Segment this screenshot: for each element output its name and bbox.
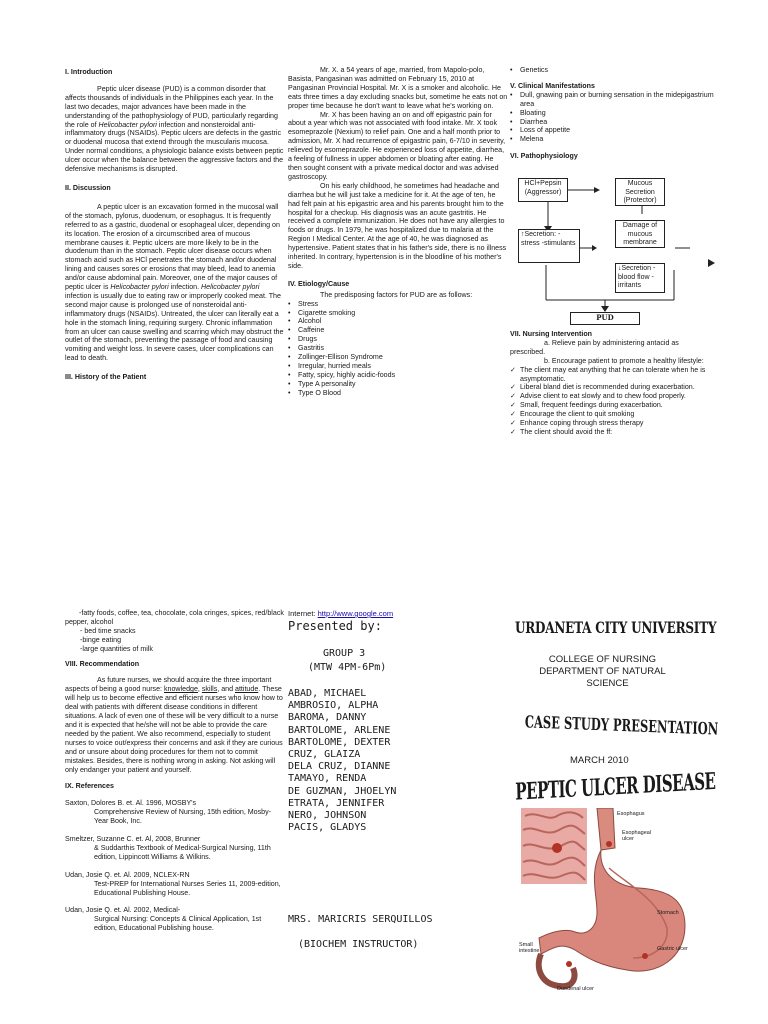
reference-continuation: Test-PREP for International Nurses Series 11, 2009-edition, Educational Publishing House. [94,879,281,897]
department-name: DEPARTMENT OF NATURAL [539,666,666,677]
reference-first-line: Saxton, Dolores B. et. Al. 1996, MOSBY's [65,799,197,808]
etiology-list [288,300,508,398]
intro-paragraph: Peptic ulcer disease (PUD) is a common disorder that affects thousands of individuals in the Philippines each year. In the last two decades, major advances have been made in the understanding of the pathophysiology of PUD, particularly regarding the role of Helicobacter pylori infection and nonsteroidal anti-inflammatory drugs (NSAIDs). Peptic ulcers are defects in the gastric or duodenal mucosa that extend through the muscularis mucosa. Under normal conditions, a physiologic balance exists between peptic ulcer occur when the balance between the aggressive factors and the defensive mechanisms is disrupted. [65,84,284,174]
list-item: • Melena [510,135,715,144]
damage-box: Damage of mucous membrane [615,220,665,248]
list-item: • Loss of appetite [510,126,715,135]
list-item: • Stress [288,300,508,309]
avoid-item: - bed time snacks [80,626,136,635]
etiology-heading: IV. Etiology/Cause [288,279,350,288]
member-name: BARTOLOME, ARLENE [288,724,391,736]
reference-continuation: Surgical Nursing: Concepts & Clinical Application, 1st edition, Educational Publishing house. [94,915,262,933]
member-name: BAROMA, DANNY [288,712,367,724]
members-list [288,688,503,834]
column-1-top [65,66,285,390]
label-stomach: Stomach [657,910,679,916]
reference-item [65,906,285,933]
avoid-item: -binge eating [80,635,122,644]
list-item: • Irregular, hurried meals [288,362,508,371]
list-item: ✓ Advise client to eat slowly and to chew food properly. [510,392,715,401]
pud-box: PUD [570,312,640,325]
reference-first-line: Udan, Josie Q. et. Al. 2009, NCLEX-RN [65,870,190,879]
member-name: DELA CRUZ, DIANNE [288,761,391,773]
column-2-bottom [288,609,503,950]
list-item: • Dull, gnawing pain or burning sensation in the midepigastrium area [510,91,715,109]
instructor-role: (BIOCHEM INSTRUCTOR) [298,939,419,951]
column-1-bottom [65,609,285,942]
recommendation-heading: VIII. Recommendation [65,659,140,668]
clinical-list [510,91,715,144]
discussion-heading: II. Discussion [65,183,111,192]
list-item: • Type O Blood [288,389,508,398]
stomach-drawing [517,808,703,1004]
reference-first-line: Udan, Josie Q. et. Al. 2002, Medical- [65,906,181,915]
column-2-top [288,66,508,398]
genetics-list [510,66,715,75]
member-name: CRUZ, GLAIZA [288,749,361,761]
member-name: NERO, JOHNSON [288,810,367,822]
list-item: ✓ The client should avoid the ff: [510,428,715,437]
list-item: • Type A personality [288,380,508,389]
internet-line: Internet: http://www.google.com [288,609,394,618]
avoid-item: -large quantities of milk [80,644,153,653]
list-item: ✓ Liberal bland diet is recommended during exacerbation. [510,383,715,392]
intro-heading: I. Introduction [65,68,113,76]
member-name: TAMAYO, RENDA [288,773,367,785]
internet-link[interactable]: http://www.google.com [317,609,394,618]
list-item: • Bloating [510,109,715,118]
member-name: BARTOLOME, DEXTER [288,736,391,748]
presentation-title: CASE STUDY PRESENTATION [524,711,719,740]
label-small-intestine: Small intestine [519,942,540,954]
column-3-top [510,66,715,169]
patho-heading: VI. Pathophysiology [510,152,578,161]
label-gastric-ulcer: Gastric ulcer [657,946,688,952]
secretion-up-box: ↑Secretion: -stress -stimulants [518,229,580,263]
history-paragraph-2: Mr. X has been having an on and off epigastric pain for about a year which was not associated with food intake. Mr. X took esomeprazole (Nexium) to relief pain. One and a half month prior to admission, Mr. X had recurrence of epigastric pain, 6-7/10 in severity, relieved by esomeprazole. He experienced loss of appetite, diarrhea, a feeling of fullness in upper abdomen or bloating after eating. He then sought consent with a private medical doctor and was advised gastroscopy. [288,110,506,181]
stomach-illustration [517,808,703,1004]
reference-first-line: Smeltzer, Suzanne C. et. Al, 2008, Brunner [65,835,201,844]
cover-panel [515,618,719,806]
group-schedule: (MTW 4PM-6Pm) [308,662,387,673]
disease-title: PEPTIC ULCER DISEASE [515,767,716,806]
list-item: ✓ Encourage the client to quit smoking [510,410,715,419]
nursing-section [510,330,715,437]
clinical-heading: V. Clinical Manifestations [510,81,595,90]
avoid-items [65,627,285,654]
discussion-paragraph: A peptic ulcer is an excavation formed in the mucosal wall of the stomach, pylorus, duodenum, or esophagus. It is frequently referred to as a gastric, duodenal or esophageal ulcer, depending on its location. The erosion of a circumscribed area of mucous membrane causes it. Peptic ulcers are more likely to be in the duodenum than in the stomach. Peptic ulcer disease occurs when stomach acid such as HCl penetrates the stomach and/or duodenal lining and causes sores or erosions that may bleed, lead to anemia and/or cause abdominal pain. Moreover, one of the major causes of peptic ulcer is Helicobacter pylori infection. Helicobacter pylori infection is usually due to eating raw or improperly cooked meat. The second major cause is prolonged use of nonsteroidal anti-inflammatory drugs (NSAIDs). Untreated, the ulcer can literally eat a hole in the stomach lining, requiring surgery. Chronic inflammation from an ulcer can cause swelling and scarring which may obstruct the outlet of the stomach, preventing the passage of food and causing vomiting and weight loss. In severe cases, ulcer complications can lead to death. [65,202,284,363]
college-name: COLLEGE OF NURSING [548,654,657,665]
reference-continuation: Comprehensive Review of Nursing, 15th edition, Mosby-Year Book, Inc. [94,808,272,826]
history-paragraph-1: Mr. X. a 54 years of age, married, from Mapolo-polo, Basista, Pangasinan was admitted on February 15, 2010 at Pangasinan Provincial Hospital. Mr. X is a smoker and alcoholic. He eats three times a day excluding snacks but, sometime he eats not on proper time because he don't want to leave what he's working on. [288,66,508,110]
list-item: ✓ Enhance coping through stress therapy [510,419,715,428]
group-name: GROUP 3 [323,648,366,659]
member-name: ABAD, MICHAEL [288,688,367,699]
list-item: • Genetics [510,66,715,75]
recommendation-paragraph: As future nurses, we should acquire the three important aspects of being a good nurse: knowledge, skills, and attitude. These will help us to become effective and efficient nurses who know how to deal with patients with different disease conditions in different situations. A lack of even one of these will be very difficult to a nurse and it is expected that he/she will not be able to provide the care needed by the patient. We also recommend, especially to student nurses to voice out/express their concerns and ask if they are curious and or unsure about doing procedures for them not to commit mistakes. Besides, there is nothing wrong in asking. Not asking will only endanger your patient and yourself. [65,676,283,774]
reference-continuation: & Suddarthis Textbook of Medical-Surgical Nursing, 11th edition, Lippincott Williams & Wilkins. [94,843,271,861]
label-duodenal-ulcer: Duodenal ulcer [557,986,594,992]
science-name: SCIENCE [586,678,629,689]
list-item: • Alcohol [288,317,508,326]
protector-box: Mucous Secretion (Protector) [615,178,665,206]
secretion-down-box: ↓Secretion -blood flow -irritants [615,263,665,293]
instructor-name: MRS. MARICRIS SERQUILLOS [288,914,433,926]
nursing-b: b. Encourage patient to promote a healthy lifestyle: [544,356,704,365]
nursing-list [510,366,715,437]
presented-title: Presented by: [288,619,382,633]
list-item: ✓ Small, frequent feedings during exacerbation. [510,401,715,410]
avoid-foods: -fatty foods, coffee, tea, chocolate, cola cringes, spices, red/black pepper, alcohol [65,609,284,626]
reference-item [65,871,285,898]
label-esophagus: Esophagus [617,811,645,817]
references-list [65,799,285,933]
member-name: DE GUZMAN, JHOELYN [288,785,397,797]
list-item: • Caffeine [288,326,508,335]
list-item: • Diarrhea [510,118,715,127]
reference-item [65,799,285,826]
label-esophageal-ulcer: Esophageal ulcer [622,830,652,842]
nursing-heading: VII. Nursing Intervention [510,330,592,338]
list-item: • Fatty, spicy, highly acidic-foods [288,371,508,380]
member-name: PACIS, GLADYS [288,822,367,834]
history-paragraph-3: On his early childhood, he sometimes had headache and diarrhea but he will just take a medicine for it. At the age of ten, he had felt pain at his epigastric area and his parents brought him to the hospital for a checkup. His diagnosis was an acute gastritis. He received a complete immunization. He does not have any allergies to foods or drugs. In 1979, he was hospitalized due to malaria at the Region I Medical Center. At the age of 40, he was diagnosed as hypertensive. Patient states that in his father's side, there is no illness inherited. In contrary, hypertension is in the bloodline of his mother's side. [288,181,507,270]
list-item: • Gastritis [288,344,508,353]
nursing-a: a. Relieve pain by administering antacid as prescribed. [510,338,679,356]
member-name: AMBROSIO, ALPHA [288,700,379,712]
list-item: • Cigarette smoking [288,309,508,318]
history-heading: III. History of the Patient [65,373,147,382]
presentation-date: MARCH 2010 [570,755,629,766]
university-name: URDANETA CITY UNIVERSITY [515,618,717,637]
list-item: • Drugs [288,335,508,344]
patho-diagram [510,172,720,332]
aggressor-box: HCl+Pepsin (Aggressor) [518,178,568,202]
etiology-intro: The predisposing factors for PUD are as follows: [320,290,473,299]
references-heading: IX. References [65,782,114,791]
member-name: ETRATA, JENNIFER [288,797,385,809]
list-item: • Zollinger-Ellison Syndrome [288,353,508,362]
reference-item [65,835,285,862]
list-item: ✓ The client may eat anything that he can tolerate when he is asymptomatic. [510,366,715,384]
